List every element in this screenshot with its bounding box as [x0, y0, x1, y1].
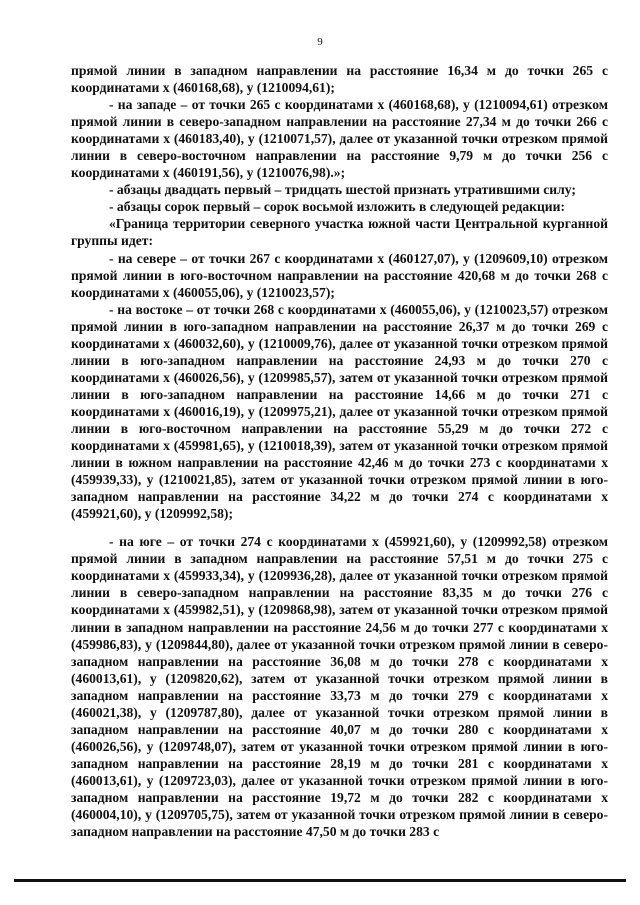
paragraph-gap [71, 522, 608, 533]
body-paragraph: - абзацы сорок первый – сорок восьмой изложить в следующей редакции: [109, 199, 565, 215]
body-paragraph: - абзацы двадцать первый – тридцать шестой признать утратившими силу; [109, 182, 576, 198]
body-paragraph: «Граница территории северного участка южной части Центральной курганной группы идет: [71, 216, 608, 249]
body-paragraph: - на востоке – от точки 268 с координатами x (460055,06), y (1210023,57) отрезком прямой линии в юго-западном направлении на расстояние 26,37 м до точки 269 с координатами x (460032,60), y (1210009,76), далее от указанной точки отрезком прямой линии в юго-западном направлении на расстояние 24,93 м до точки 270 с координатами x (460026,56), y (1209985,57), затем от указанной точки отрезком прямой линии в юго-западном направлении на расстояние 14,66 м до точки 271 с координатами x (460016,19), y (1209975,21), далее от указанной точки отрезком прямой линии в юго-восточном направлении на расстояние 55,29 м до точки 272 с координатами x (459981,65), y (1210018,39), затем от указанной точки отрезком прямой линии в южном направлении на расстояние 42,46 м до точки 273 с координатами x (459939,33), y (1210021,85), затем от указанной точки отрезком прямой линии в юго-западном направлении на расстояние 34,22 м до точки 274 с координатами x (459921,60), y (1209992,58); [71, 301, 608, 522]
body-paragraph: - на севере – от точки 267 с координатами x (460127,07), y (1209609,10) отрезком прямой линии в юго-восточном направлении на расстояние 420,68 м до точки 268 с координатами x (460055,06), y (1210023,57); [71, 250, 608, 300]
body-paragraph: - на юге – от точки 274 с координатами x (459921,60), y (1209992,58) отрезком прямой линии в западном направлении на расстояние 57,51 м до точки 275 с координатами x (459933,34), y (1209936,28), далее от указанной точки отрезком прямой линии в северо-западном направлении на расстояние 83,35 м до точки 276 с координатами x (459982,51), y (1209868,98), затем от указанной точки отрезком прямой линии в западном направлении на расстояние 24,56 м до точки 277 с координатами x (459986,83), y (1209844,80), далее от указанной точки отрезком прямой линии в северо-западном направлении на расстояние 36,08 м до точки 278 с координатами x (460013,61), y (1209820,62), затем от указанной точки отрезком прямой линии в западном направлении на расстояние 33,73 м до точки 279 с координатами x (460021,38), y (1209787,80), далее от указанной точки отрезком прямой линии в западном направлении на расстояние 40,07 м до точки 280 с координатами x (460026,56), y (1209748,07), затем от указанной точки отрезком прямой линии в юго-западном направлении на расстояние 28,19 м до точки 281 с координатами x (460013,61), y (1209723,03), далее от указанной точки отрезком прямой линии в юго-западном направлении на расстояние 19,72 м до точки 282 с координатами x (460004,10), y (1209705,75), затем от указанной точки отрезком прямой линии в северо-западном направлении на расстояние 47,50 м до точки 283 с [71, 534, 608, 840]
document-body [71, 62, 608, 840]
page-number: 9 [317, 36, 323, 48]
body-paragraph: - на западе – от точки 265 с координатами x (460168,68), y (1210094,61) отрезком прямой линии в северо-западном направлении на расстояние 27,34 м до точки 266 с координатами x (460183,40), y (1210071,57), далее от указанной точки отрезком прямой линии в северо-восточном направлении на расстояние 9,79 м до точки 256 с координатами x (460191,56), y (1210076,98).»; [71, 97, 608, 181]
footer-rule [14, 879, 626, 882]
body-paragraph: прямой линии в западном направлении на расстояние 16,34 м до точки 265 с координатами x (460168,68), y (1210094,61); [71, 63, 608, 96]
